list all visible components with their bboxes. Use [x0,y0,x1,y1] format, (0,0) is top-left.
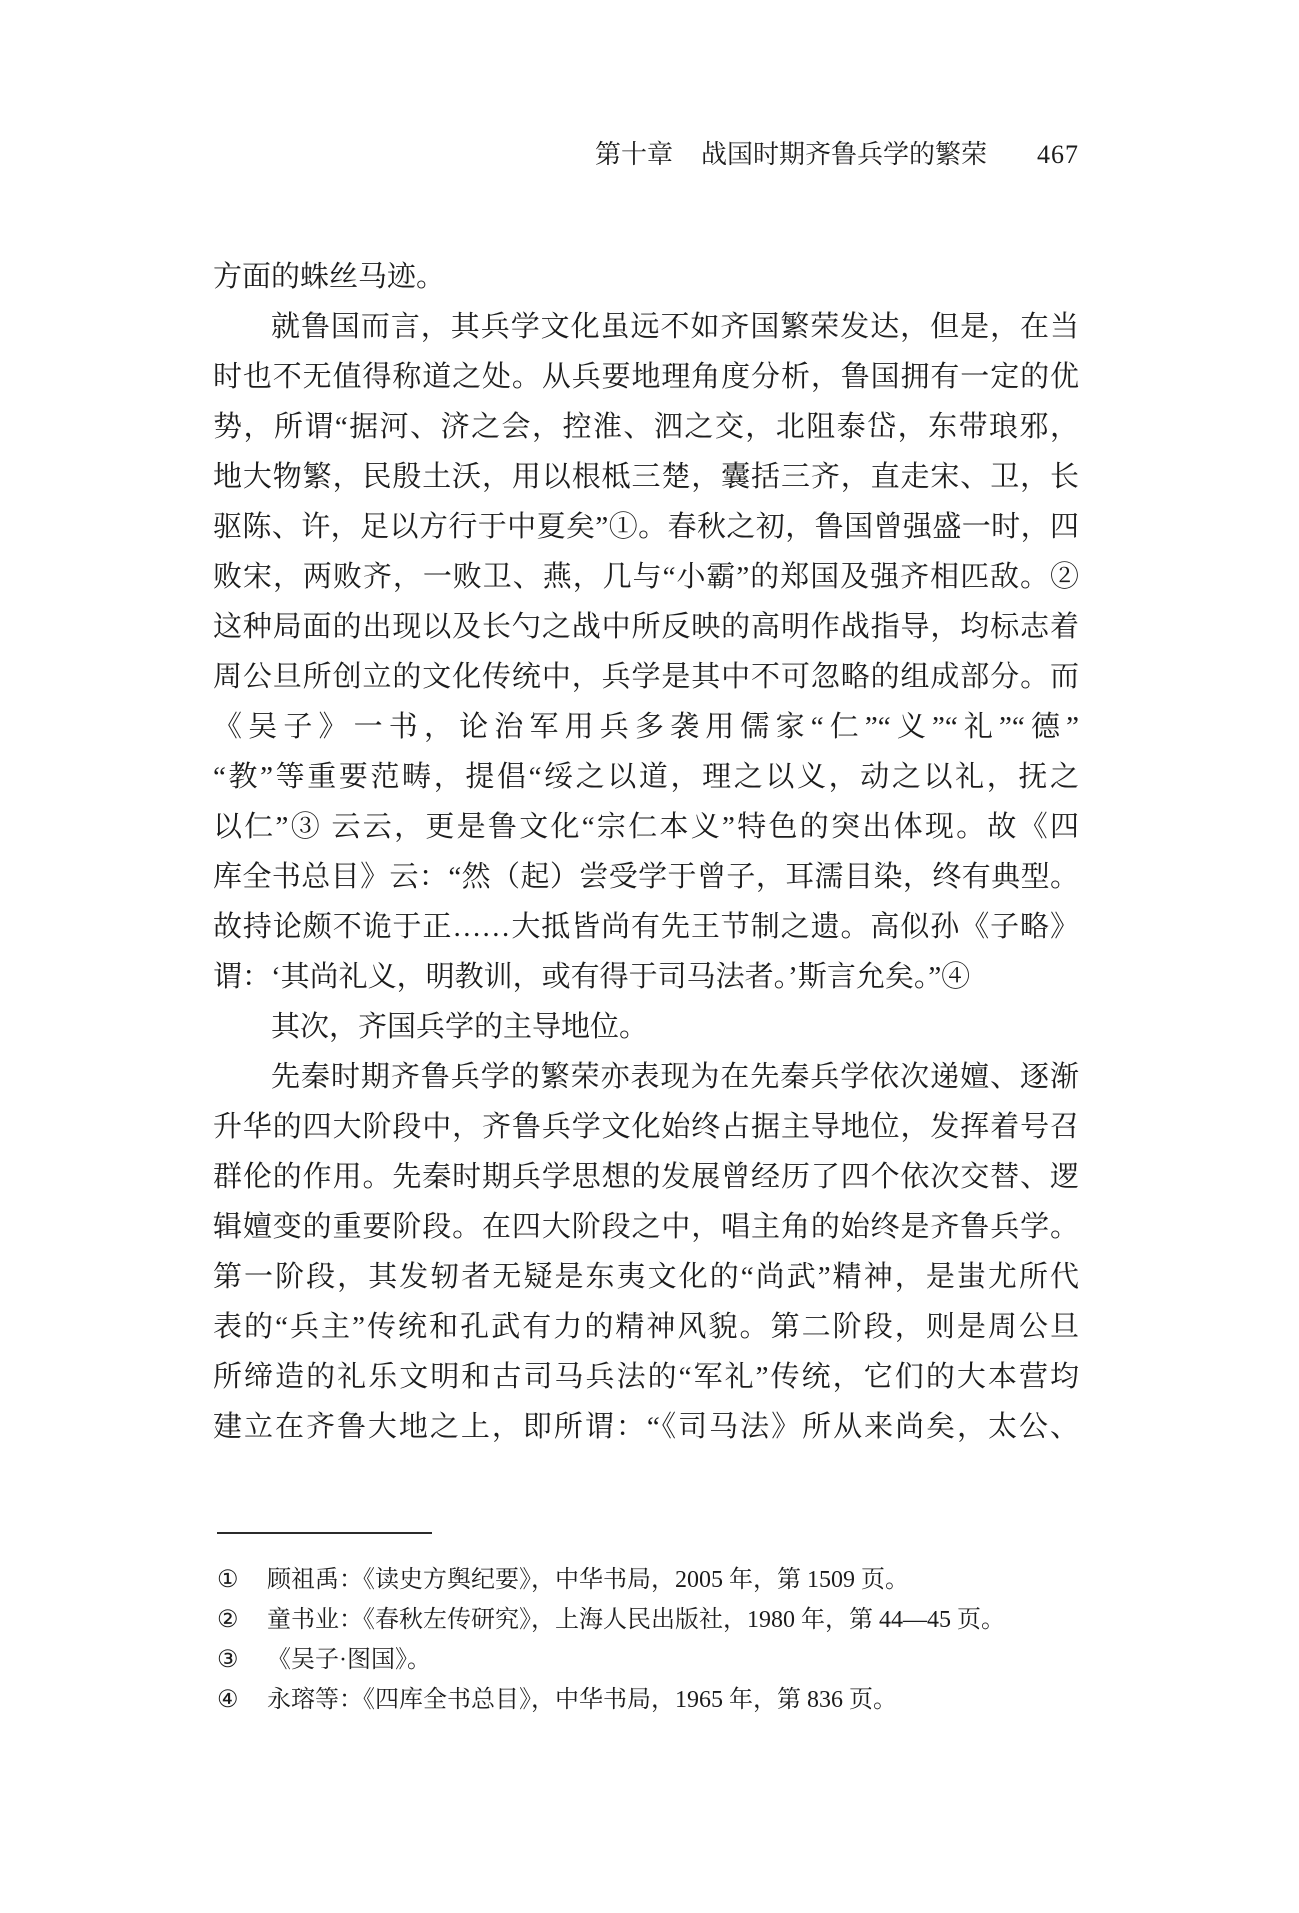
body-line: “教”等重要范畴，提倡“绥之以道，理之以义，动之以礼，抚之 [213,761,1079,793]
body-text [213,252,1079,1452]
body-line: 这种局面的出现以及长勺之战中所反映的高明作战指导，均标志着 [213,611,1079,643]
body-line: 其次，齐国兵学的主导地位。 [271,1011,649,1043]
body-line: 升华的四大阶段中，齐鲁兵学文化始终占据主导地位，发挥着号召 [213,1111,1079,1143]
body-line: 库全书总目》云：“然（起）尝受学于曾子，耳濡目染，终有典型。 [213,861,1079,893]
body-line: 表的“兵主”传统和孔武有力的精神风貌。第二阶段，则是周公旦 [213,1311,1079,1343]
body-line: 以仁”③ 云云，更是鲁文化“宗仁本义”特色的突出体现。故《四 [213,811,1079,843]
running-header [213,138,1079,172]
footnote-text: 永瑢等：《四库全书总目》，中华书局，1965 年，第 836 页。 [267,1687,897,1713]
body-line: 就鲁国而言，其兵学文化虽远不如齐国繁荣发达，但是，在当 [271,311,1079,343]
body-line: 《吴子》一书，论治军用兵多袭用儒家“仁”“义”“礼”“德” [213,711,1079,743]
body-line: 时也不无值得称道之处。从兵要地理角度分析，鲁国拥有一定的优 [213,361,1079,393]
footnote-marker: ② [217,1607,239,1633]
chapter-title: 战国时期齐鲁兵学的繁荣 [700,140,987,169]
body-line: 周公旦所创立的文化传统中，兵学是其中不可忽略的组成部分。而 [213,661,1079,693]
footnote-item [217,1680,1083,1720]
footnote-text: 顾祖禹：《读史方舆纪要》，中华书局，2005 年，第 1509 页。 [267,1567,909,1593]
body-line: 败宋，两败齐，一败卫、燕，几与“小霸”的郑国及强齐相匹敌。② [213,561,1079,593]
footnote-text: 《吴子·图国》。 [267,1647,431,1673]
footnote-marker: ④ [217,1687,239,1713]
body-line: 辑嬗变的重要阶段。在四大阶段之中，唱主角的始终是齐鲁兵学。 [213,1211,1079,1243]
body-line: 建立在齐鲁大地之上，即所谓：“《司马法》所从来尚矣，太公、 [213,1411,1079,1443]
footnote-marker: ③ [217,1647,239,1673]
body-line: 第一阶段，其发轫者无疑是东夷文化的“尚武”精神，是蚩尤所代 [213,1261,1079,1293]
footnote-divider [217,1532,432,1534]
body-line: 故持论颇不诡于正……大抵皆尚有先王节制之遗。高似孙《子略》 [213,911,1079,943]
footnote-item [217,1560,1083,1600]
body-line: 谓：‘其尚礼义，明教训，或有得于司马法者。’斯言允矣。”④ [213,961,971,993]
footnote-marker: ① [217,1567,239,1593]
footnote-text: 童书业：《春秋左传研究》，上海人民出版社，1980 年，第 44—45 页。 [267,1607,1005,1633]
footnote-item [217,1640,1083,1680]
body-line: 势，所谓“据河、济之会，控淮、泗之交，北阻泰岱，东带琅邪， [213,411,1079,443]
page-number: 467 [1037,140,1079,169]
footnote-item [217,1600,1083,1640]
body-line: 所缔造的礼乐文明和古司马兵法的“军礼”传统，它们的大本营均 [213,1361,1079,1393]
body-line: 驱陈、许，足以方行于中夏矣”①。春秋之初，鲁国曾强盛一时，四 [213,511,1079,543]
chapter-number: 第十章 [594,140,673,169]
body-line: 群伦的作用。先秦时期兵学思想的发展曾经历了四个依次交替、逻 [213,1161,1079,1193]
body-line: 地大物繁，民殷土沃，用以根柢三楚，囊括三齐，直走宋、卫，长 [213,461,1079,493]
body-line: 先秦时期齐鲁兵学的繁荣亦表现为在先秦兵学依次递嬗、逐渐 [271,1061,1079,1093]
footnotes [217,1560,1083,1720]
body-line: 方面的蛛丝马迹。 [213,261,446,293]
